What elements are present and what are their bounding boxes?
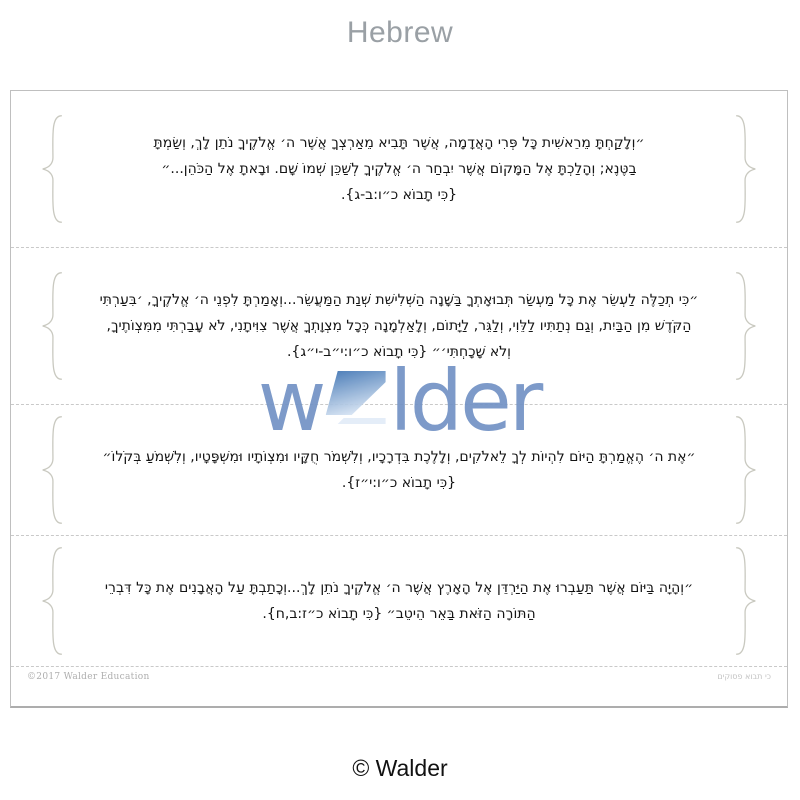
hebrew-quote-text	[105, 575, 693, 627]
quote-block-2	[11, 248, 787, 405]
quote-line: ״וְלָקַחְתָּ מֵרֵאשִׁית כָּל פְּרִי הָאֲדָמָה, אֲשֶׁר תָּבִיא מֵאַרְצְךָ אֲשֶׁר ה׳ אֱלֹקֶיךָ נֹתֵן לָךְ, וְשַׂמְתָּ	[153, 135, 645, 151]
right-brace-icon	[729, 270, 763, 382]
walder-logo-text-w: w	[257, 352, 324, 450]
quote-block-4	[11, 536, 787, 667]
quote-line: ״אֶת ה׳ הֶאֱמַרְתָּ הַיּוֹם לִהְיוֹת לְךָ לֵאלֹקִים, וְלָלֶכֶת בִּדְרָכָיו, וְלִשְׁמֹר חֻקָּיו וּמִצְוֹתָיו וּמִשְׁפָּטָיו, וְלִשְׁמֹעַ בְּקֹלוֹ״	[102, 449, 696, 465]
source-citation: וְלֹא שָׁכָחְתִּי׳״ {כִּי תָבוֹא כ״ו:י״ב-י״ג}.	[286, 344, 511, 360]
source-citation: {כִּי תָבוֹא כ״ו:ב-ג}.	[340, 187, 458, 203]
right-brace-icon	[729, 414, 763, 526]
hebrew-quote-text	[154, 130, 645, 208]
quote-block-3	[11, 405, 787, 536]
walder-logo-text-lder: lder	[389, 352, 541, 450]
left-brace-icon	[35, 414, 69, 526]
left-brace-icon	[35, 270, 69, 382]
quote-line: ״כִּי תְכַלֶּה לַעְשֵׂר אֶת כָּל מַעְשַׂר תְּבוּאָתְךָ בַּשָּׁנָה הַשְּׁלִישִׁת שְׁנַת הַמַּעֲשֵׂר...וְאָמַרְתָּ לִפְנֵי ה׳ אֱלֹקֶיךָ, ׳בִּעַרְתִּי	[99, 292, 699, 308]
hebrew-quote-text	[102, 444, 695, 496]
sheet-footer	[11, 667, 787, 706]
page-title: Hebrew	[346, 16, 454, 49]
walder-copyright-label: © Walder	[352, 755, 448, 781]
left-brace-icon	[35, 113, 69, 225]
quote-block-1	[11, 91, 787, 248]
right-brace-icon	[729, 113, 763, 225]
quote-line: ״וְהָיָה בַּיּוֹם אֲשֶׁר תַּעַבְרוּ אֶת הַיַּרְדֵּן אֶל הָאָרֶץ אֲשֶׁר ה׳ אֱלֹקֶיךָ נֹתֵן לָךְ...וְכָתַבְתָּ עַל הָאֲבָנִים אֶת כָּל דִּבְרֵי	[104, 580, 694, 596]
hebrew-doc-title-label: כי תבוא פסוקים	[717, 672, 771, 681]
quote-line: הַקֹּדֶשׁ מִן הַבַּיִת, וְגַם נְתַתִּיו לַלֵּוִי, וְלַגֵּר, לַיָּתוֹם, וְלָאַלְמָנָה כְּכָל מִצְוָתְךָ אֲשֶׁר צִוִּיתָנִי, לֹא עָבַרְתִּי מִמִּצְוֹתֶיךָ,	[106, 318, 692, 334]
source-citation: הַתּוֹרָה הַזֹּאת בַּאֵר הֵיטֵב״ {כִּי תָבוֹא כ״ז:ב,ח}.	[262, 606, 536, 622]
left-brace-icon	[35, 545, 69, 657]
copyright-2017-label: ©2017 Walder Education	[27, 672, 150, 682]
right-brace-icon	[729, 545, 763, 657]
source-citation: {כִּי תָבוֹא כ״ו:י״ז}.	[341, 475, 457, 491]
hebrew-quote-text	[100, 287, 699, 365]
worksheet-page	[10, 90, 788, 708]
quote-line: בַטֶּנֶא; וְהָלַכְתָּ אֶל הַמָּקוֹם אֲשֶׁר יִבְחַר ה׳ אֱלֹקֶיךָ לְשַׁכֵּן שְׁמוֹ שָׁם. וּבָאתָ אֶל הַכֹּהֵן...״	[161, 161, 637, 177]
